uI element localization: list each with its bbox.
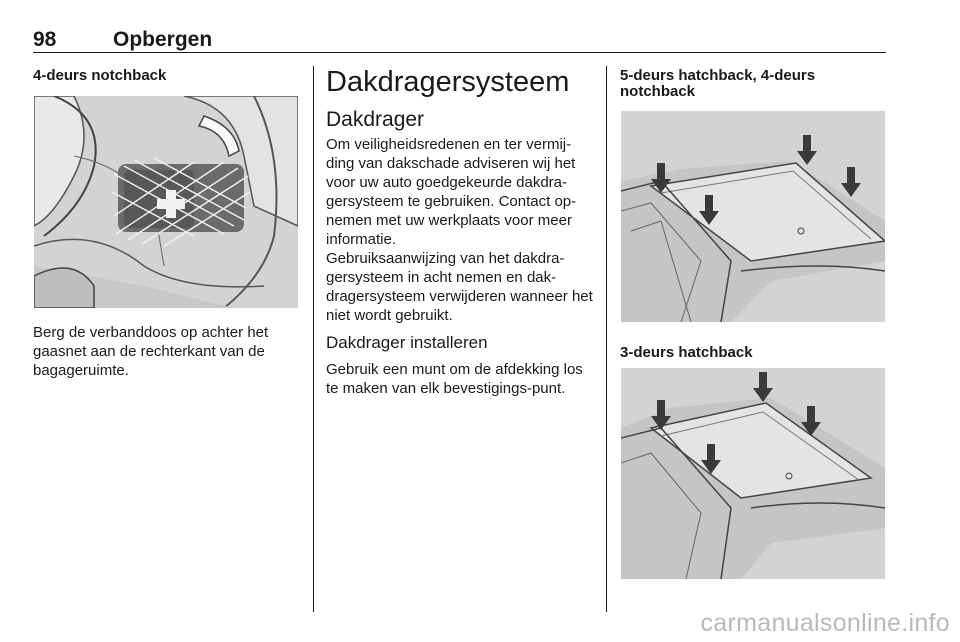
heading-5-door-4-door: 5-deurs hatchback, 4-deurs notchback — [620, 67, 816, 100]
page-number: 98 — [33, 28, 57, 51]
install-paragraph: Gebruik een munt om de afdekking los te maken van elk bevestigings-punt. — [326, 361, 583, 397]
usage-paragraph: Gebruiksaanwijzing van het dakdra-gersysteem in acht nemen en dak-dragersysteem verwijderen wanneer het niet wordt gebruikt. — [326, 250, 593, 324]
safety-paragraph: Om veiligheidsredenen en ter vermij-ding van dakschade adviseren wij het voor uw auto goedgekeurde dakdra-gersysteem te gebruiken. Contact op-nemen met uw werkplaats voor meer informatie. — [326, 136, 577, 248]
luggage-net-first-aid-figure — [34, 96, 298, 308]
roof-rack-figure-5-door — [621, 111, 885, 322]
column-divider-right — [606, 66, 607, 612]
heading-3-door-hatchback: 3-deurs hatchback — [620, 344, 753, 361]
first-aid-caption: Berg de verbanddoos op achter het gaasnet aan de rechterkant van de bagageruimte. — [33, 324, 269, 379]
roof-rack-figure-3-door — [621, 368, 885, 579]
page-section-title: Dakdragersysteem — [326, 66, 570, 98]
first-aid-kit-icon — [34, 96, 298, 308]
column-divider-left — [313, 66, 314, 612]
roof-rack-mounting-icon — [621, 111, 885, 322]
page-header — [33, 26, 886, 53]
subsection-title: Dakdrager — [326, 108, 425, 131]
section-heading-4-door-notchback: 4-deurs notchback — [33, 67, 167, 84]
watermark: carmanualsonline.info — [700, 609, 950, 637]
chapter-title: Opbergen — [113, 28, 213, 51]
roof-rack-mounting-icon-3-door — [621, 368, 885, 579]
install-heading: Dakdrager installeren — [326, 333, 488, 352]
